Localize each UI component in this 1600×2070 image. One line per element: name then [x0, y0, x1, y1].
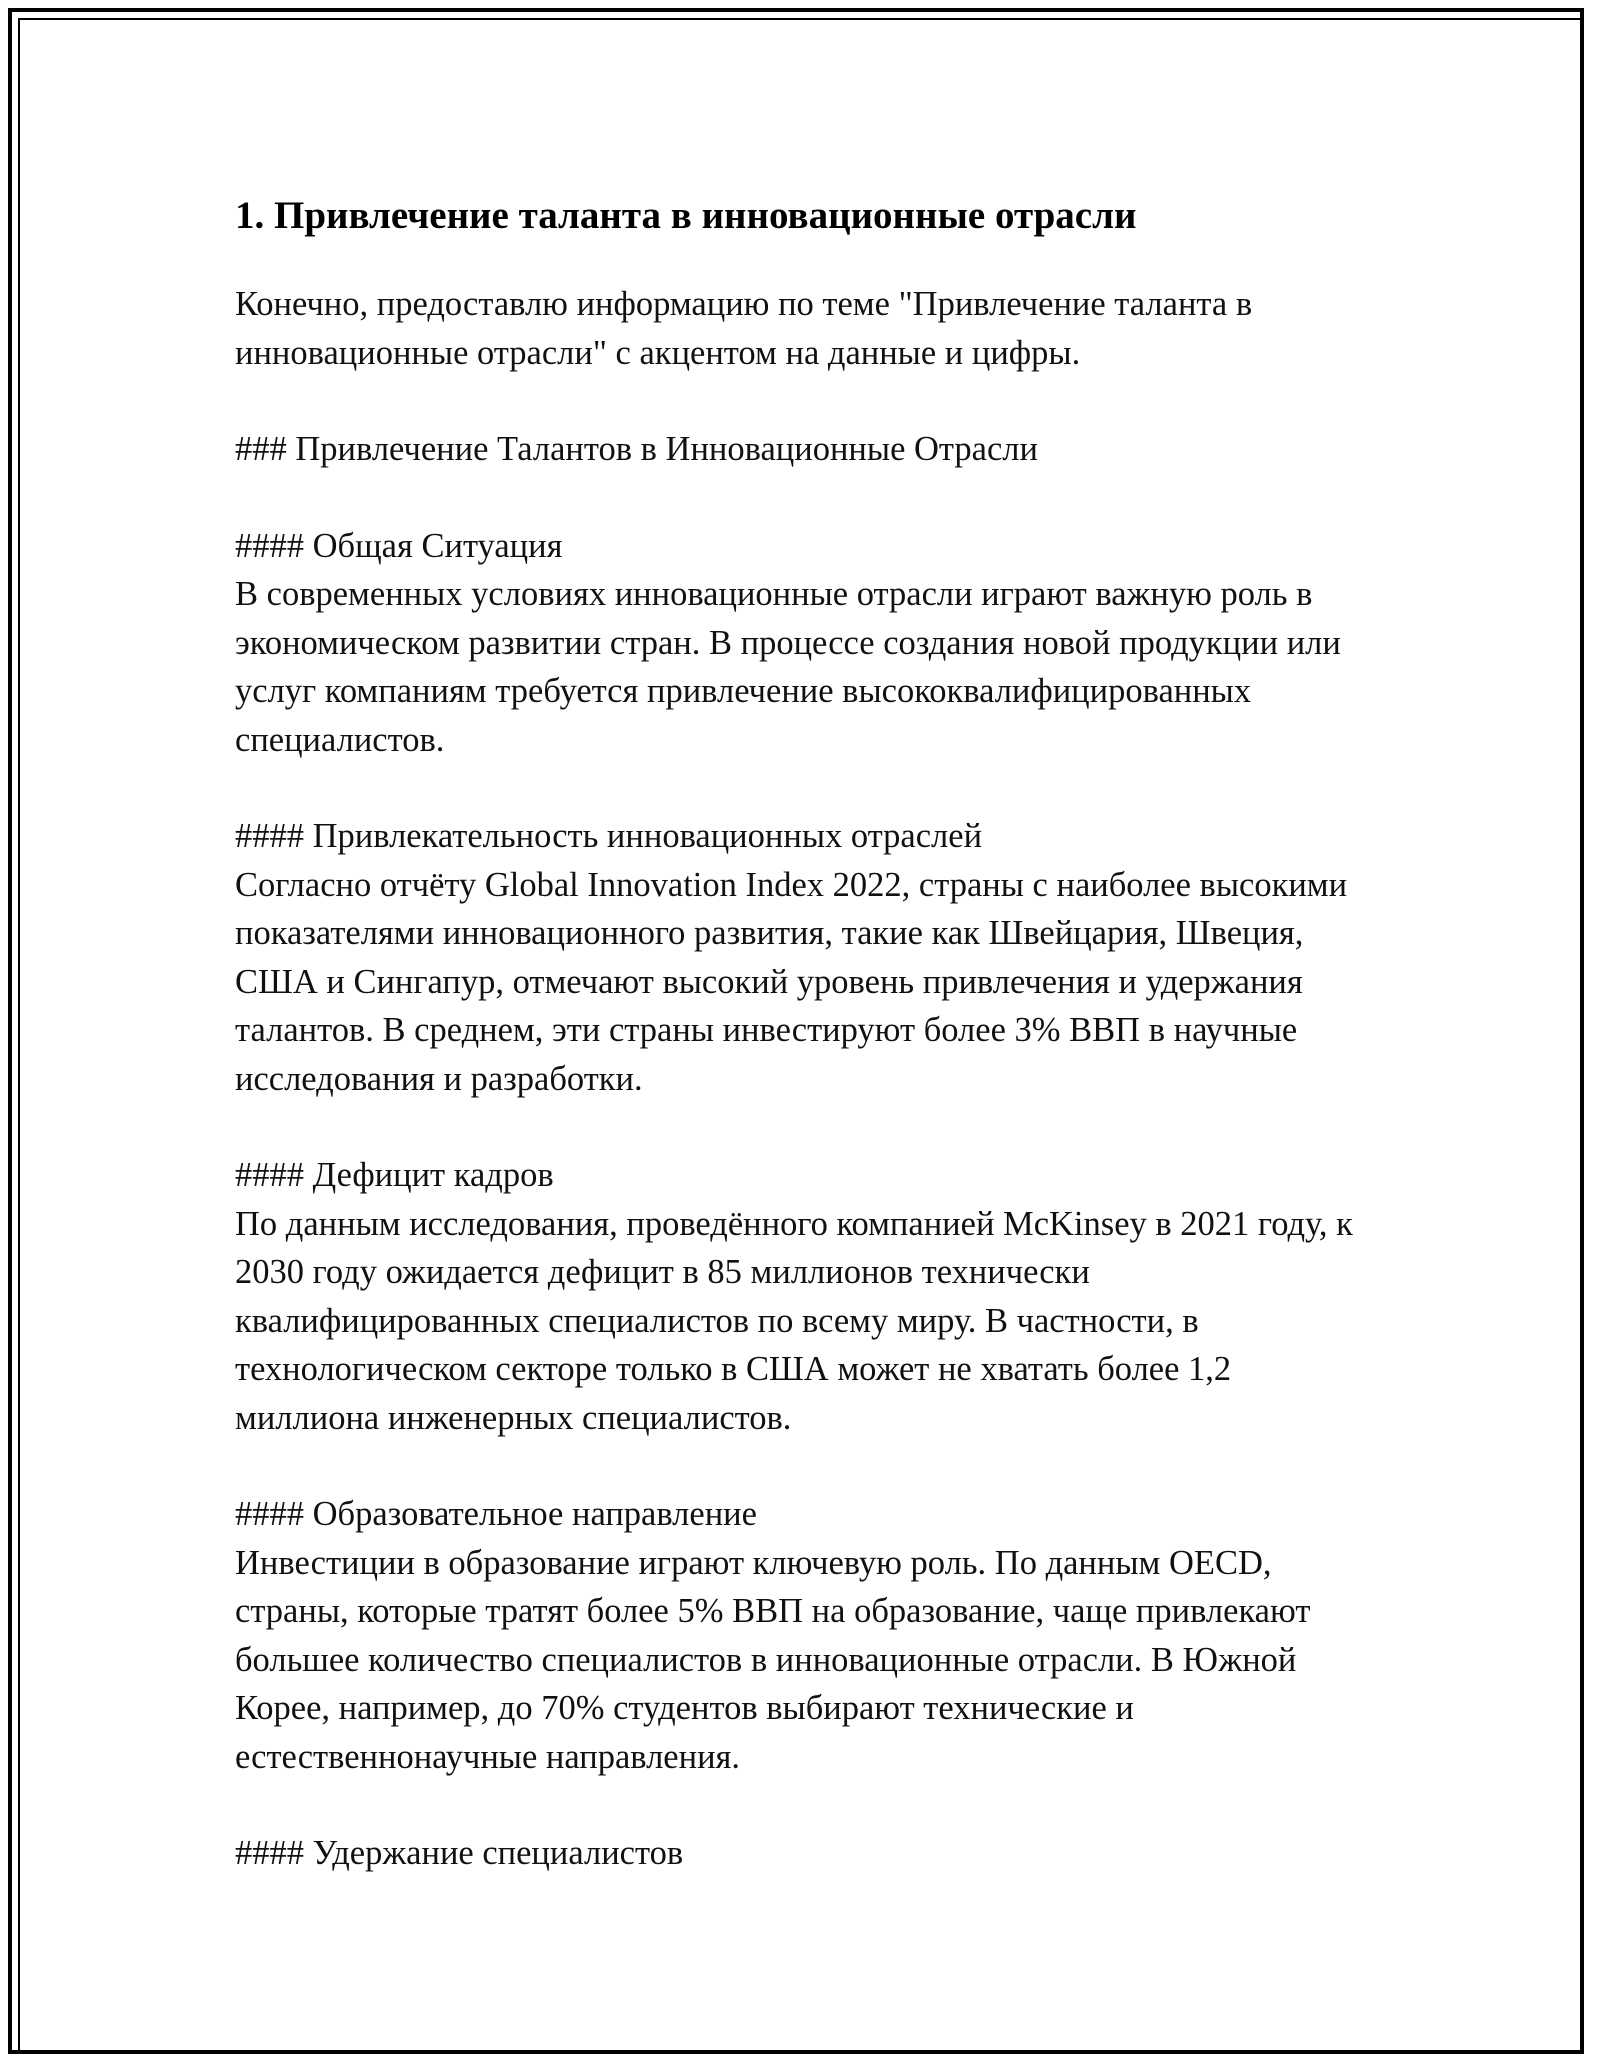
subsection-heading: #### Дефицит кадров — [235, 1156, 554, 1194]
subsection-staff-shortage — [235, 1151, 1365, 1442]
subsection-body: По данным исследования, проведённого компанией McKinsey в 2021 году, к 2030 году ожидается дефицит в 85 миллионов технически квалифицированных специалистов по всему миру. В частности, в технологическом секторе только в США может не хватать более 1,2 миллиона инженерных специалистов. — [235, 1204, 1353, 1437]
subsection-body: В современных условиях инновационные отрасли играют важную роль в экономическом развитии стран. В процессе создания новой продукции или услуг компаниям требуется привлечение высококвалифицированных специалистов. — [235, 575, 1341, 759]
intro-paragraph: Конечно, предоставлю информацию по теме "Привлечение таланта в инновационные отрасли" с акцентом на данные и цифры. — [235, 285, 1253, 372]
document-content — [235, 188, 1365, 1926]
document-title: 1. Привлечение таланта в инновационные отрасли — [235, 194, 1137, 237]
subsection-heading: #### Общая Ситуация — [235, 526, 563, 565]
subsection-education — [235, 1490, 1365, 1781]
subsection-general-situation — [235, 522, 1365, 765]
subsection-body: Инвестиции в образование играют ключевую роль. По данным OECD, страны, которые тратят более 5% ВВП на образование, чаще привлекают большее количество специалистов в инновационные отрасли. В Южной Корее, например, до 70% студентов выбирают технические и естественнонаучные направления. — [235, 1543, 1311, 1776]
subsection-retention — [235, 1829, 1365, 1878]
subsection-heading: #### Удержание специалистов — [235, 1834, 684, 1872]
subsection-body: Согласно отчёту Global Innovation Index 2022, страны с наиболее высокими показателями инновационного развития, такие как Швейцария, Швеция, США и Сингапур, отмечают высокий уровень привлечения и удержания талантов. В среднем, эти страны инвестируют более 3% ВВП в научные исследования и разработки. — [235, 865, 1348, 1098]
subsection-attractiveness — [235, 812, 1365, 1103]
subsection-heading: #### Образовательное направление — [235, 1495, 757, 1533]
subsection-heading: #### Привлекательность инновационных отраслей — [235, 817, 983, 855]
section-heading: ### Привлечение Талантов в Инновационные Отрасли — [235, 430, 1038, 468]
